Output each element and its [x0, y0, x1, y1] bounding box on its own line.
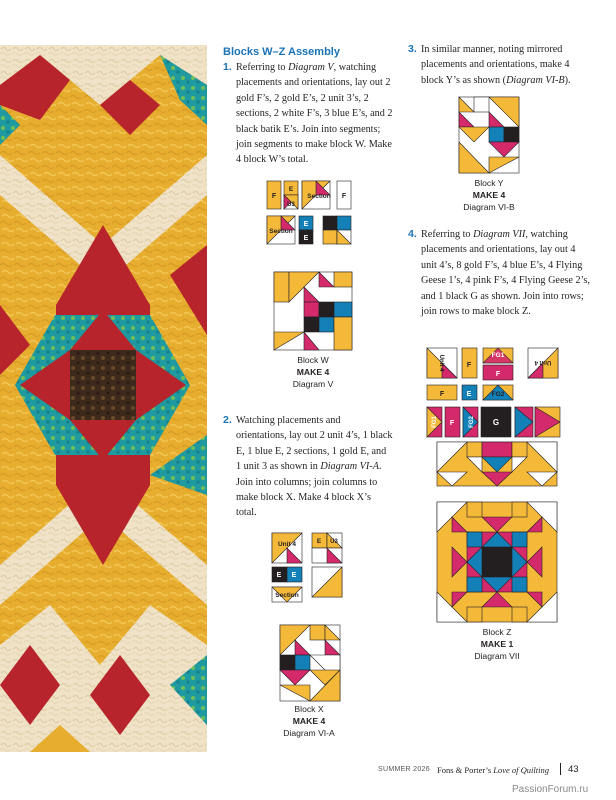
footer-divider [560, 763, 561, 775]
quilt-photo [0, 45, 207, 752]
label-u3: U3 [287, 202, 295, 208]
caption-block-x: Block X MAKE 4 Diagram VI-A [283, 704, 335, 738]
watermark: PassionForum.ru [512, 784, 589, 795]
step-number: 4. [408, 228, 417, 240]
caption-block-w: Block W MAKE 4 Diagram V [292, 355, 334, 389]
label-e: E [291, 572, 297, 579]
label-unit4: Unit 4 [438, 354, 444, 372]
label-e: E [316, 538, 322, 545]
label-section: Section [269, 228, 293, 235]
diagram-v-segments [265, 178, 355, 263]
caption-block-y: Block Y MAKE 4 Diagram VI-B [463, 178, 515, 212]
label-fg2: FG2 [469, 416, 475, 428]
label-fg2: FG2 [491, 391, 505, 398]
step-number: 2. [223, 414, 232, 426]
block-w [273, 271, 353, 356]
label-u3: U3 [330, 539, 338, 545]
label-g: G [492, 418, 500, 427]
label-e: E [303, 221, 309, 228]
block-z [436, 501, 558, 628]
magazine-name: Fons & Porter’s Love of Quilting [437, 765, 550, 775]
label-e: E [303, 235, 309, 242]
label-fg1: FG1 [432, 416, 438, 428]
step-1: 1. Referring to Diagram V, watching placements and orientations, lay out 2 gold F’s, 2 gold E’s, 2 unit 3’s, 2 sections, 2 white F’s, 3 blue E’s, and 2 black batik E’s. Join into segments; join segments to make block W. Make 4 block W’s total. [223, 61, 393, 166]
block-x [279, 624, 341, 707]
block-z-row [436, 441, 558, 492]
block-y [458, 96, 520, 179]
label-f: F [439, 391, 445, 398]
label-section: Section [275, 592, 299, 599]
label-f: F [495, 371, 501, 378]
label-section: Section [307, 193, 331, 200]
label-unit4: Unit 4 [277, 541, 297, 548]
label-unit4: Unit 4 [534, 359, 552, 365]
caption-block-z: Block Z MAKE 1 Diagram VII [474, 627, 520, 661]
label-f: F [271, 193, 277, 200]
label-fg1: FG1 [491, 352, 505, 359]
step-2: 2. Watching placements and orientations, lay out 2 unit 4’s, 1 black E, 1 blue E, 2 sections, 1 gold E, and 1 unit 3 as shown in Diagram VI-A. Join into columns; join columns to make block X. Make 4 block X’s total. [223, 414, 393, 519]
label-e: E [276, 572, 282, 579]
section-title: Blocks W–Z Assembly [223, 46, 340, 58]
diagram-vii-segments [425, 345, 565, 445]
step-3: 3. In similar manner, noting mirrored placements and orientations, make 4 block Y’s as shown (Diagram VI-B). [408, 43, 571, 86]
step-number: 1. [223, 61, 232, 73]
step-4: 4. Referring to Diagram VII, watching placements and orientations, lay out 4 unit 4’s, 8 gold F’s, 4 blue E’s, 4 Flying Geese 1’s, 4 pink F’s, 4 Flying Geese 2’s, and 1 black G as shown. Join into rows; join rows to make block Z. [408, 228, 590, 318]
step-number: 3. [408, 43, 417, 55]
label-f: F [466, 362, 472, 369]
page-number: 43 [568, 764, 579, 775]
label-f: F [341, 193, 347, 200]
label-e: E [466, 391, 472, 398]
label-f: F [449, 420, 455, 427]
issue-date: SUMMER 2026 [378, 766, 430, 773]
diagram-vi-a-segments [270, 531, 350, 616]
label-e: E [288, 186, 294, 193]
